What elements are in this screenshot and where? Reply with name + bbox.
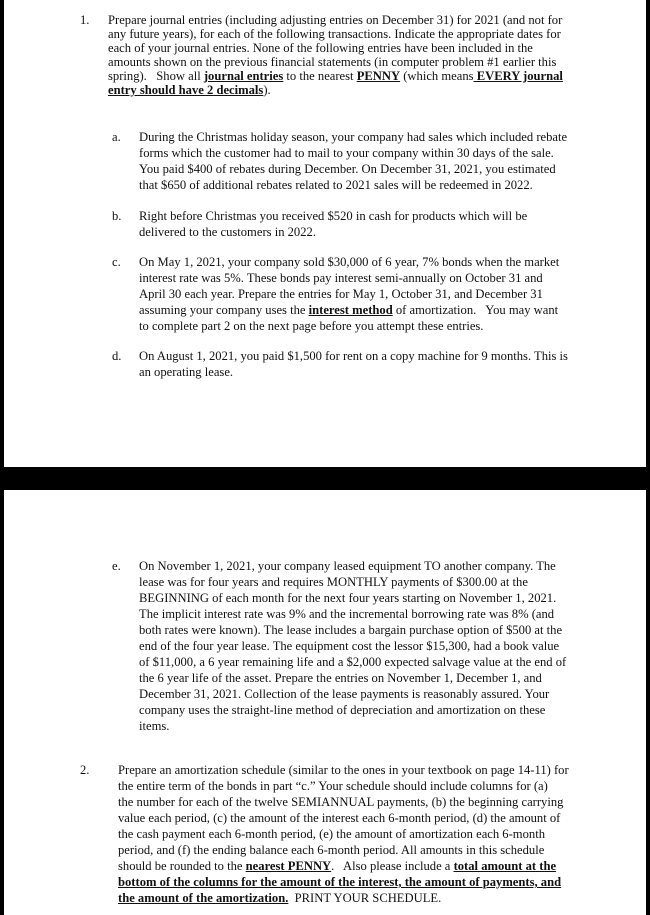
- item-a-line-3: You paid $400 of rebates during December. On December 31, 2021, you estimated: [139, 162, 556, 176]
- document-page-1: [4, 0, 646, 467]
- text-run: assuming your company uses the: [139, 303, 309, 317]
- question-2-line-6: period, and (f) the ending balance each 6-month period. All amounts in this schedule: [118, 843, 545, 857]
- question-2-line-4: value each period, (c) the amount of the interest each 6-month period, (d) the amount of: [118, 811, 561, 825]
- question-1-line-4: amounts shown on the previous financial statements (in computer problem #1 earlier this: [108, 55, 557, 69]
- item-e-line-5: both rates were known). The lease includes a bargain purchase option of $500 at the: [139, 623, 563, 637]
- item-a-line-2: forms which the customer had to mail to your company within 30 days of the sale.: [139, 146, 554, 160]
- emphasis-two-decimals: entry should have 2 decimals: [108, 83, 264, 97]
- text-run: spring). Show all: [108, 69, 204, 83]
- item-d-line-2: an operating lease.: [139, 365, 234, 379]
- question-2-line-7: [118, 858, 556, 874]
- item-d-line-1: On August 1, 2021, you paid $1,500 for rent on a copy machine for 9 months. This is: [139, 349, 568, 363]
- question-1-number: 1.: [80, 13, 90, 27]
- question-2-line-2: the entire term of the bonds in part “c.” Your schedule should include columns for (a): [118, 779, 548, 793]
- item-e-line-1: On November 1, 2021, your company leased equipment TO another company. The: [139, 559, 556, 573]
- item-b-letter: b.: [112, 209, 122, 223]
- item-c-line-4: [139, 302, 558, 318]
- item-e-line-6: end of the four year lease. The equipment cost the lessor $15,300, had a book value: [139, 639, 560, 653]
- item-e-line-8: the 6 year life of the asset. Prepare the entries on November 1, December 1, and: [139, 671, 542, 685]
- item-c-line-5: to complete part 2 on the next page before you attempt these entries.: [139, 319, 484, 333]
- question-2-line-8: bottom of the columns for the amount of the interest, the amount of payments, and: [118, 875, 562, 889]
- item-c-line-1: On May 1, 2021, your company sold $30,000 of 6 year, 7% bonds when the market: [139, 255, 560, 269]
- text-run: (which means: [400, 69, 474, 83]
- item-a-letter: a.: [112, 130, 121, 144]
- question-1-line-2: any future years), for each of the following transactions. Indicate the appropriate dates for: [108, 27, 561, 41]
- emphasis-interest-method: interest method: [308, 303, 393, 317]
- item-e-line-9: December 31, 2021. Collection of the lease payments is reasonably assured. Your: [139, 687, 550, 701]
- item-a-line-1: During the Christmas holiday season, your company had sales which included rebate: [139, 130, 568, 144]
- item-e-line-4: The implicit interest rate was 9% and the incremental borrowing rate was 8% (and: [139, 607, 555, 621]
- item-e-line-11: items.: [139, 719, 170, 733]
- emphasis-amortization: the amount of the amortization.: [118, 891, 289, 905]
- question-1-line-3: each of your journal entries. None of the following entries have been included in the: [108, 41, 533, 55]
- question-2-line-1: Prepare an amortization schedule (similar to the ones in your textbook on page 14-11) for: [118, 763, 569, 777]
- text-run: to the nearest: [283, 69, 357, 83]
- text-run: PRINT YOUR SCHEDULE.: [288, 891, 442, 905]
- emphasis-penny: PENNY: [356, 69, 401, 83]
- question-2-number: 2.: [80, 763, 90, 777]
- item-b-line-2: delivered to the customers in 2022.: [139, 225, 316, 239]
- text-run: ).: [263, 83, 271, 97]
- item-e-letter: e.: [112, 559, 121, 573]
- item-c-line-2: interest rate was 5%. These bonds pay interest semi-annually on October 31 and: [139, 271, 543, 285]
- item-b-line-1: Right before Christmas you received $520 in cash for products which will be: [139, 209, 528, 223]
- emphasis-every-journal: EVERY journal: [473, 69, 563, 83]
- text-run: should be rounded to the: [118, 859, 246, 873]
- item-c-letter: c.: [112, 255, 121, 269]
- text-run: . Also please include a: [331, 859, 454, 873]
- item-e-line-3: BEGINNING of each month for the next four years starting on November 1, 2021.: [139, 591, 557, 605]
- item-e-line-7: of $11,000, a 6 year remaining life and a $2,000 expected salvage value at the end of: [139, 655, 567, 669]
- emphasis-journal-entries: journal entries: [203, 69, 284, 83]
- item-d-letter: d.: [112, 349, 122, 363]
- question-1-line-1: Prepare journal entries (including adjusting entries on December 31) for 2021 (and not for: [108, 13, 563, 27]
- item-e-line-2: lease was for four years and requires MONTHLY payments of $300.00 at the: [139, 575, 528, 589]
- item-a-line-4: that $650 of additional rebates related to 2021 sales will be redeemed in 2022.: [139, 178, 533, 192]
- document-page-2: [4, 490, 646, 915]
- item-c-line-3: April 30 each year. Prepare the entries for May 1, October 31, and December 31: [139, 287, 543, 301]
- question-2-line-9: [118, 890, 441, 906]
- text-run: of amortization. You may want: [392, 303, 559, 317]
- question-2-line-5: the cash payment each 6-month period, (e) the amount of amortization each 6-month: [118, 827, 545, 841]
- emphasis-nearest-penny: nearest PENNY: [245, 859, 332, 873]
- emphasis-total-amount: total amount at the: [453, 859, 557, 873]
- question-1-line-6: [108, 82, 271, 98]
- item-e-line-10: company uses the straight-line method of depreciation and amortization on these: [139, 703, 546, 717]
- question-2-line-3: the number for each of the twelve SEMIANNUAL payments, (b) the beginning carrying: [118, 795, 564, 809]
